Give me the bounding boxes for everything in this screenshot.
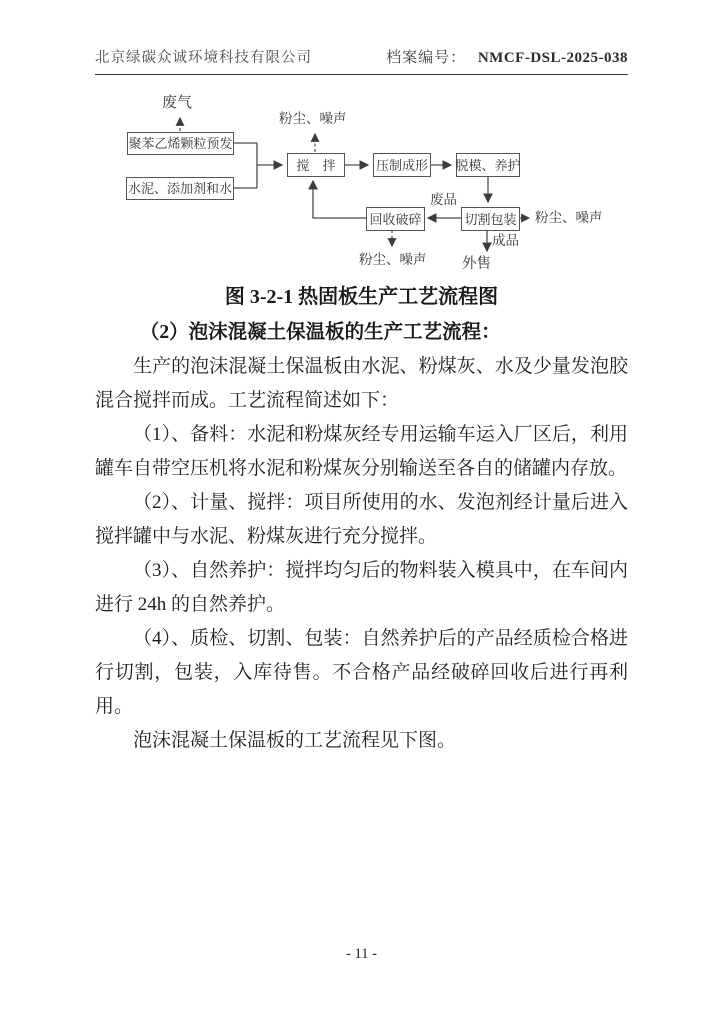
label-dust-noise-bottom: 粉尘、噪声 [359,252,427,267]
section-heading: （2）泡沫混凝土保温板的生产工艺流程： [139,322,501,343]
production-process-flowchart [0,0,723,285]
label-dust-noise-top: 粉尘、噪声 [279,111,347,126]
flow-box-cutting-packaging: 切割包装 [461,207,520,231]
figure-caption: 图 3-2-1 热固板生产工艺流程图 [224,286,499,308]
paragraph-step3-natural-curing: （3）、自然养护：搅拌均匀后的物料装入模具中，在车间内进行 24h 的自然养护。 [95,560,628,615]
label-external-sale: 外售 [462,256,491,272]
archive-number-label: 档案编号： [386,50,467,66]
flowchart-connectors [0,0,723,285]
paragraph-step1-preparation: （1）、备料：水泥和粉煤灰经专用运输车运入厂区后，利用罐车自带空压机将水泥和粉煤灰分别输送至各自的储罐内存放。 [95,424,628,479]
flow-box-press-forming: 压制成形 [373,153,431,177]
label-scrap: 废品 [430,192,457,207]
archive-number-value: NMCF-DSL-2025-038 [477,50,628,66]
paragraph-intro: 生产的泡沫混凝土保温板由水泥、粉煤灰、水及少量发泡胶混合搅拌而成。工艺流程简述如下： [95,356,628,411]
flow-box-polystyrene-pre-expansion: 聚苯乙烯颗粒预发 [127,132,234,155]
flow-box-demold-curing: 脱模、养护 [456,153,520,177]
paragraph-step2-metering-mixing: （2）、计量、搅拌：项目所使用的水、发泡剂经计量后进入搅拌罐中与水泥、粉煤灰进行充分搅拌。 [95,492,628,547]
header-company-name: 北京绿碳众诚环境科技有限公司 [95,50,312,66]
flow-box-cement-additive-water: 水泥、添加剂和水 [126,177,234,200]
page-number: - 11 - [346,946,377,962]
document-body [95,282,628,758]
flow-box-mixing: 搅 拌 [287,153,345,177]
paragraph-closing: 泡沫混凝土保温板的工艺流程见下图。 [133,730,457,751]
paragraph-step4-inspection-cutting-packing: （4）、质检、切割、包装：自然养护后的产品经质检合格进行切割，包装，入库待售。不合格产品经破碎回收后进行再利用。 [95,628,628,717]
flow-box-recycle-crushing: 回收破碎 [366,207,425,231]
label-waste-gas: 废气 [162,95,193,111]
label-dust-noise-right: 粉尘、噪声 [535,210,603,225]
label-finished-product: 成品 [492,233,519,248]
